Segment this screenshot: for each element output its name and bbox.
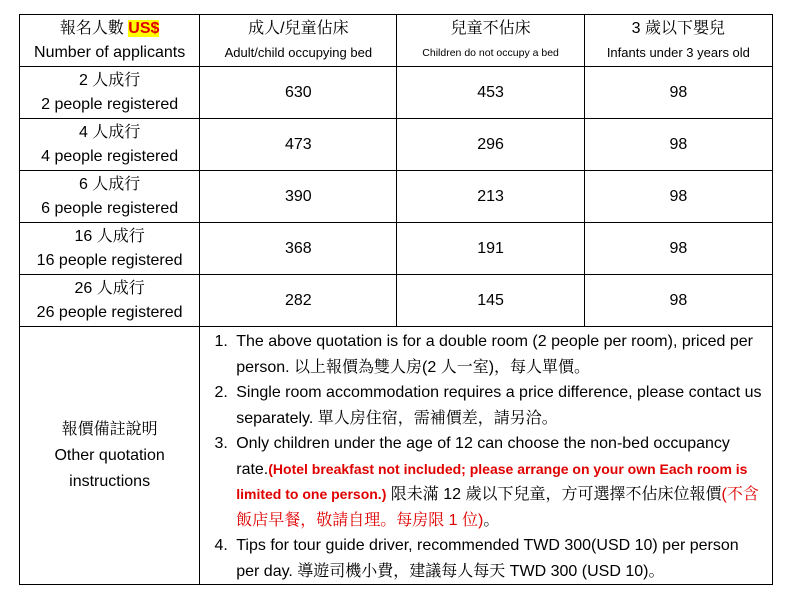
child-price: 191 [397,223,584,275]
adult-price: 390 [200,171,397,223]
group-size-zh: 2 人成行 [78,71,141,89]
group-size-en: 4 people registered [41,147,179,165]
child-price: 213 [397,171,584,223]
table-row [20,275,773,327]
notes-label-en-2: instructions [69,472,151,490]
group-size-en: 16 people registered [36,251,183,269]
infant-price: 98 [584,275,772,327]
notes-list [200,329,772,584]
note-text-zh: 限未滿 12 歲以下兒童，方可選擇不佔床位報價 [386,486,722,503]
group-size-cell [20,275,200,327]
header-infant-zh: 3 歲以下嬰兒 [631,19,726,37]
child-price: 296 [397,119,584,171]
header-adult [200,15,397,67]
table-row [20,119,773,171]
infant-price: 98 [584,67,772,119]
group-size-cell [20,171,200,223]
group-size-en: 2 people registered [41,95,179,113]
note-item [232,329,762,380]
currency-badge: US$ [128,19,160,37]
note-text: Only children under the age of 12 can choose the non-bed occupancy rate. [236,435,730,478]
header-infant [584,15,772,67]
note-item [232,380,762,431]
table-row [20,171,773,223]
child-price: 145 [397,275,584,327]
group-size-zh: 26 人成行 [74,279,145,297]
adult-price: 630 [200,67,397,119]
note-text: The above quotation is for a double room (2 people per room), priced per person. 以上報價為雙人房(2 人一室)，每人單價。 [236,333,753,376]
notes-content [200,327,773,585]
group-size-zh: 16 人成行 [74,227,145,245]
group-size-cell [20,67,200,119]
group-size-en: 26 people registered [36,303,183,321]
table-row [20,223,773,275]
header-applicants [20,15,200,67]
notes-label [20,327,200,585]
header-applicants-zh: 報名人數 [59,19,129,37]
header-applicants-en: Number of applicants [34,43,186,61]
header-child-en: Children do not occupy a bed [422,46,559,59]
group-size-zh: 4 人成行 [78,123,141,141]
header-child-zh: 兒童不佔床 [450,19,531,37]
adult-price: 368 [200,223,397,275]
note-warning-zh: (不含飯店早餐，敬請自理。每房限 1 位) [236,486,759,529]
infant-price: 98 [584,223,772,275]
infant-price: 98 [584,119,772,171]
note-item [232,533,762,584]
price-table [19,14,773,585]
note-item [232,431,762,533]
note-warning-en: (Hotel breakfast not included; please arrange on your own Each room is limited to one person.) [236,460,748,502]
header-child [397,15,584,67]
group-size-zh: 6 人成行 [78,175,141,193]
notes-label-en-1: Other quotation [54,446,165,464]
adult-price: 473 [200,119,397,171]
header-row [20,15,773,67]
header-infant-en: Infants under 3 years old [606,44,750,60]
note-text: Single room accommodation requires a price difference, please contact us separately. 單人房住宿，需補價差，請另洽。 [236,384,762,427]
header-adult-en: Adult/child occupying bed [224,44,373,60]
adult-price: 282 [200,275,397,327]
group-size-cell [20,223,200,275]
group-size-cell [20,119,200,171]
header-adult-zh: 成人/兒童佔床 [248,19,349,37]
table-row [20,67,773,119]
notes-row [20,327,773,585]
child-price: 453 [397,67,584,119]
group-size-en: 6 people registered [41,199,179,217]
note-text-end: 。 [483,511,500,529]
notes-label-zh: 報價備註說明 [61,420,158,438]
infant-price: 98 [584,171,772,223]
note-text: Tips for tour guide driver, recommended TWD 300(USD 10) per person per day. 導遊司機小費，建議每人每天 TWD 300 (USD 10)。 [236,537,739,580]
